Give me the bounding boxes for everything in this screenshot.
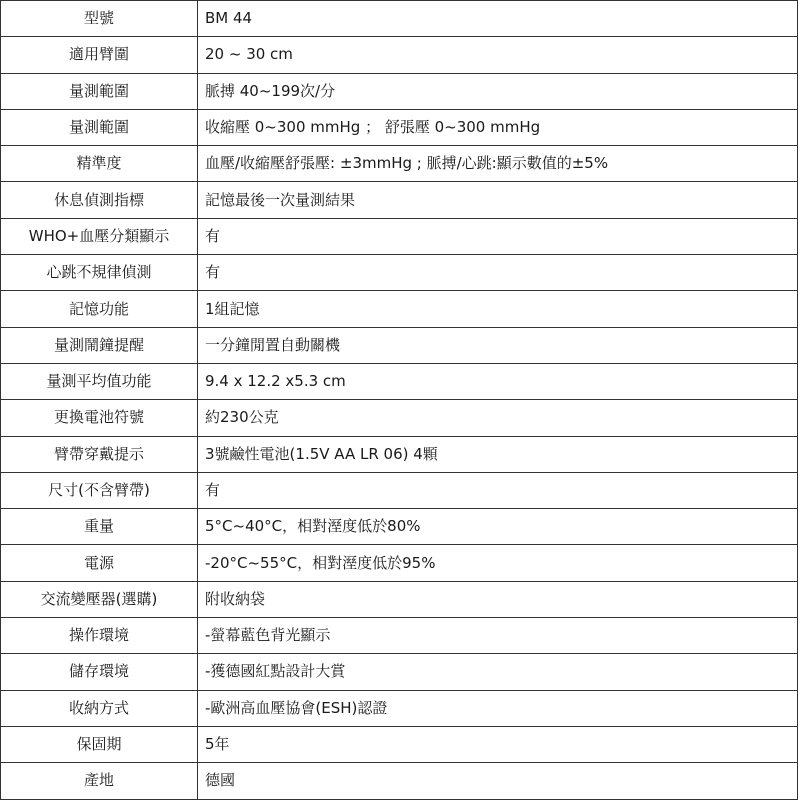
spec-value: BM 44 [198,1,798,37]
spec-label: 型號 [1,1,198,37]
spec-label: 休息偵測指標 [1,182,198,218]
spec-value: -螢幕藍色背光顯示 [198,618,798,654]
spec-label: 臂帶穿戴提示 [1,436,198,472]
table-row [1,726,798,762]
table-row [1,472,798,508]
spec-value: 一分鐘閒置自動關機 [198,327,798,363]
spec-label: 收納方式 [1,690,198,726]
spec-value: 有 [198,472,798,508]
spec-label: 尺寸(不含臂帶) [1,472,198,508]
spec-value: 20 ~ 30 cm [198,37,798,73]
table-row [1,400,798,436]
spec-value: 1組記憶 [198,291,798,327]
spec-value: 有 [198,218,798,254]
spec-label: 儲存環境 [1,654,198,690]
table-row [1,581,798,617]
spec-label: 量測平均值功能 [1,363,198,399]
spec-label: 操作環境 [1,618,198,654]
table-row [1,654,798,690]
table-row [1,763,798,799]
table-row [1,1,798,37]
spec-value: 約230公克 [198,400,798,436]
spec-value: -歐洲高血壓協會(ESH)認證 [198,690,798,726]
spec-label: 適用臂圍 [1,37,198,73]
table-row [1,436,798,472]
spec-label: 更換電池符號 [1,400,198,436]
spec-value: 附收納袋 [198,581,798,617]
spec-value: 9.4 x 12.2 x5.3 cm [198,363,798,399]
table-row [1,363,798,399]
spec-label: 量測範圍 [1,109,198,145]
spec-value: 德國 [198,763,798,799]
spec-label: 精準度 [1,146,198,182]
spec-label: 電源 [1,545,198,581]
spec-value: -獲德國紅點設計大賞 [198,654,798,690]
spec-label: 產地 [1,763,198,799]
table-row [1,37,798,73]
table-row [1,182,798,218]
spec-label: WHO+血壓分類顯示 [1,218,198,254]
spec-label: 重量 [1,509,198,545]
spec-value: 5°C~40°C，相對溼度低於80% [198,509,798,545]
spec-value: 記憶最後一次量測結果 [198,182,798,218]
spec-value: 收縮壓 0~300 mmHg ； 舒張壓 0~300 mmHg [198,109,798,145]
table-row [1,327,798,363]
spec-value: 有 [198,255,798,291]
table-row [1,618,798,654]
table-row [1,690,798,726]
spec-value: 脈搏 40~199次/分 [198,73,798,109]
spec-label: 記憶功能 [1,291,198,327]
spec-value: 3號鹼性電池(1.5V AA LR 06) 4顆 [198,436,798,472]
table-row [1,509,798,545]
table-row [1,255,798,291]
table-row [1,291,798,327]
table-row [1,218,798,254]
spec-value: 5年 [198,726,798,762]
table-row [1,545,798,581]
table-row [1,73,798,109]
spec-label: 交流變壓器(選購) [1,581,198,617]
spec-label: 量測鬧鐘提醒 [1,327,198,363]
table-row [1,146,798,182]
spec-label: 心跳不規律偵測 [1,255,198,291]
spec-value: 血壓/收縮壓舒張壓: ±3mmHg ; 脈搏/心跳:顯示數值的±5% [198,146,798,182]
spec-label: 量測範圍 [1,73,198,109]
spec-label: 保固期 [1,726,198,762]
table-row [1,109,798,145]
spec-value: -20°C~55°C，相對溼度低於95% [198,545,798,581]
